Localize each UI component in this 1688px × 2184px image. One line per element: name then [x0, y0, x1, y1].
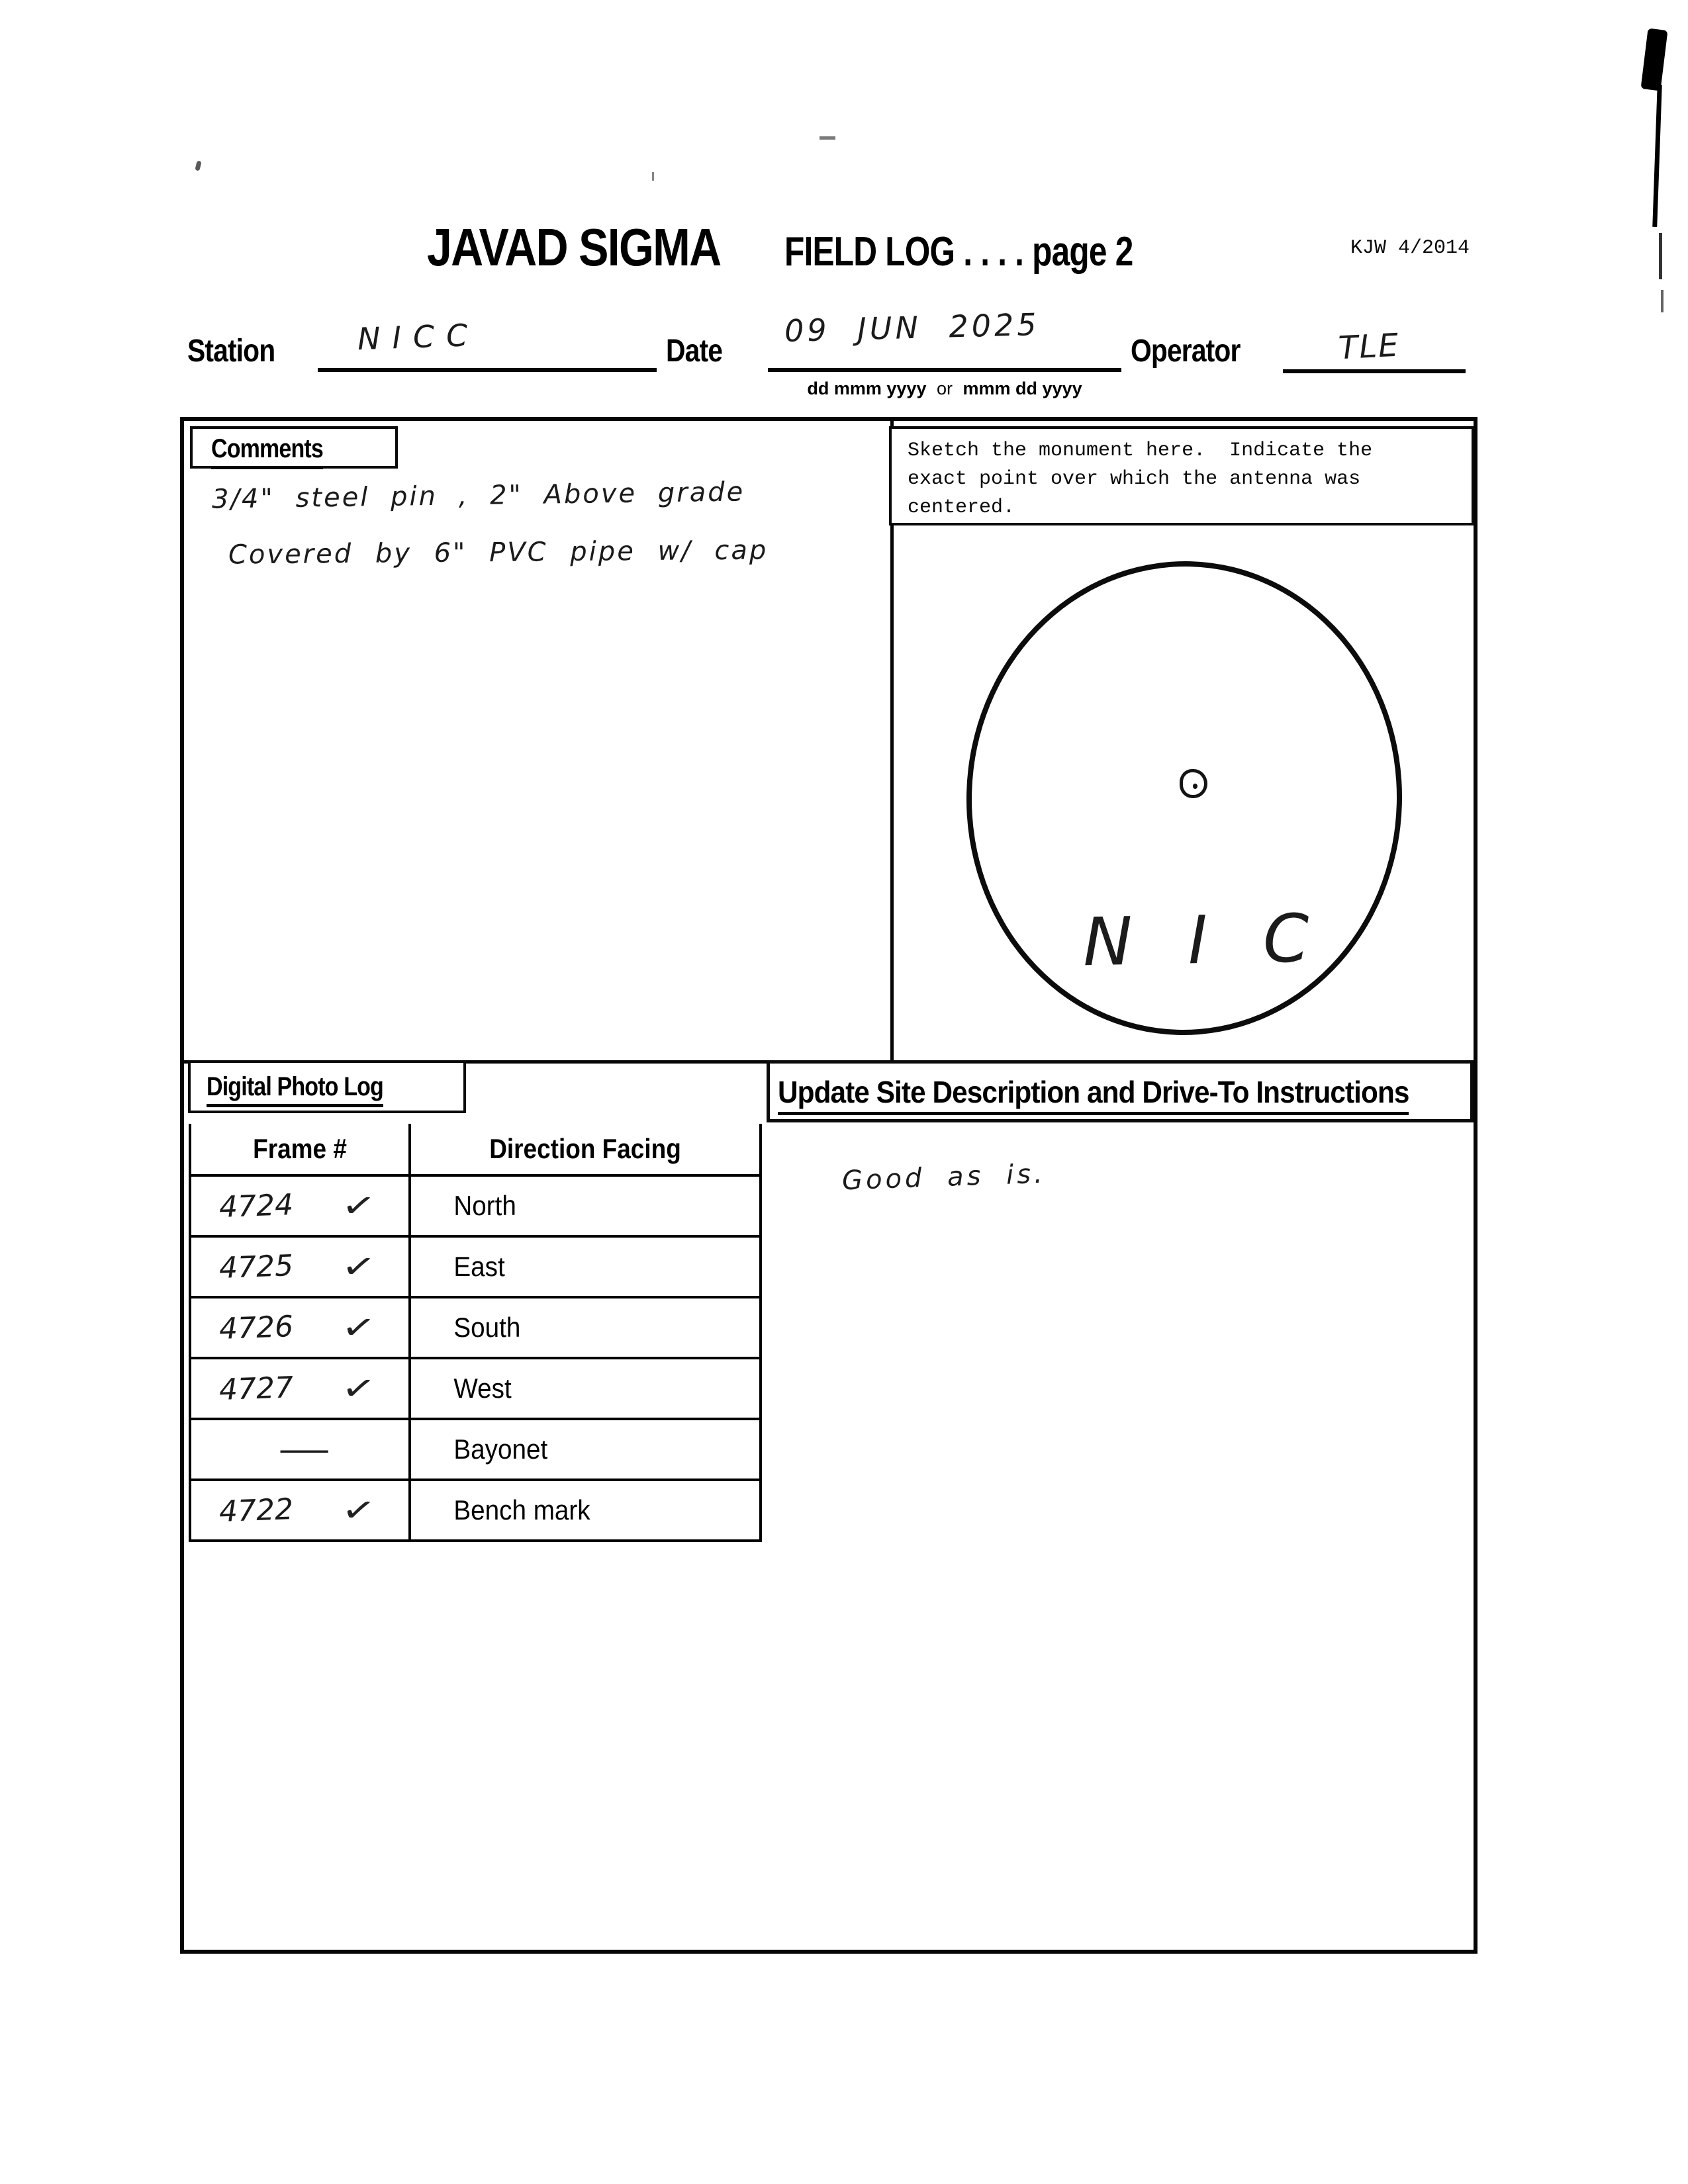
station-underline — [318, 368, 657, 372]
direction-label: South — [453, 1312, 521, 1343]
date-hint-left: dd mmm yyyy — [807, 379, 927, 398]
station-label: Station — [187, 334, 275, 369]
photo-log-label: Digital Photo Log — [207, 1072, 383, 1107]
frame-number-dash: — — [277, 1430, 329, 1469]
station-value: NICC — [357, 316, 481, 357]
direction-label: Bayonet — [453, 1433, 548, 1465]
scan-speck — [195, 160, 201, 171]
check-mark: ✓ — [339, 1185, 379, 1227]
column-header-frame: Frame # — [253, 1133, 347, 1164]
scan-speck — [820, 136, 835, 140]
date-label: Date — [666, 334, 723, 369]
photo-log-table — [189, 1124, 762, 1542]
frame-number: 4724 — [218, 1187, 294, 1224]
operator-label: Operator — [1131, 334, 1241, 369]
scan-streak-artifact — [1652, 85, 1662, 227]
site-update-header-box — [767, 1060, 1474, 1122]
form-title — [427, 217, 1220, 278]
form-revision: KJW 4/2014 — [1350, 237, 1470, 259]
site-update-label: Update Site Description and Drive-To Instructions — [778, 1074, 1409, 1115]
direction-label: North — [453, 1190, 516, 1221]
form-title-sub: FIELD LOG . . . . page 2 — [784, 229, 1133, 275]
sketch-instruction-line-2: exact point over which the antenna was — [908, 468, 1361, 490]
site-update-note: Good as is. — [841, 1158, 1047, 1197]
photo-log-header-row — [191, 1124, 759, 1177]
date-hint-or: or — [936, 379, 953, 398]
scan-streak-artifact — [1659, 233, 1662, 279]
check-mark: ✓ — [339, 1306, 379, 1349]
date-format-hint — [768, 379, 1121, 399]
date-underline — [768, 368, 1121, 372]
frame-number: 4725 — [218, 1248, 294, 1285]
photo-log-header-box — [188, 1060, 466, 1113]
operator-value: TLE — [1337, 326, 1401, 367]
direction-label: East — [453, 1251, 505, 1282]
sketch-instruction-line-1: Sketch the monument here. Indicate the — [908, 439, 1373, 462]
direction-label: West — [453, 1373, 512, 1404]
comment-line-2: Covered by 6" PVC pipe w/ cap — [228, 535, 769, 570]
check-mark: ✓ — [339, 1367, 379, 1410]
frame-number: 4726 — [218, 1309, 294, 1346]
scan-streak-artifact — [1641, 28, 1668, 91]
sketch-instruction-box — [889, 426, 1474, 525]
operator-underline — [1283, 369, 1466, 373]
sketch-instruction-line-3: centered. — [908, 496, 1015, 519]
comment-line-1: 3/4" steel pin , 2" Above grade — [211, 477, 745, 515]
form-title-main: JAVAD SIGMA — [427, 218, 721, 277]
direction-label: Bench mark — [453, 1494, 590, 1525]
date-value: 09 JUN 2025 — [784, 306, 1041, 349]
table-row — [191, 1359, 759, 1420]
table-row — [191, 1481, 759, 1542]
antenna-center-point — [1180, 769, 1207, 798]
date-hint-right: mmm dd yyyy — [962, 379, 1082, 398]
frame-number: 4722 — [218, 1492, 294, 1529]
antenna-center-dot — [1193, 784, 1197, 789]
monument-label: N I C — [1082, 899, 1327, 981]
table-row — [191, 1177, 759, 1238]
comments-label: Comments — [211, 434, 323, 469]
check-mark: ✓ — [339, 1489, 379, 1531]
table-row — [191, 1298, 759, 1359]
frame-number: 4727 — [218, 1370, 294, 1407]
table-row — [191, 1238, 759, 1298]
table-row — [191, 1420, 759, 1481]
comments-header-box — [190, 426, 398, 469]
scan-speck — [652, 172, 654, 181]
check-mark: ✓ — [339, 1246, 379, 1288]
scan-streak-artifact — [1661, 290, 1664, 312]
column-header-direction: Direction Facing — [489, 1133, 681, 1164]
